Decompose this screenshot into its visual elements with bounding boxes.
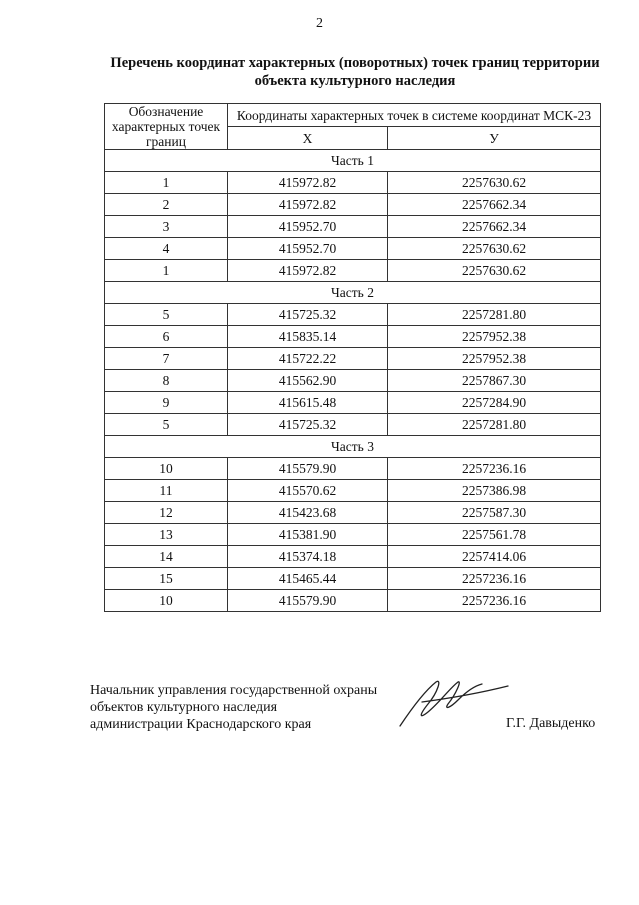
coordinate-y: 2257386.98 bbox=[388, 480, 601, 502]
table-row bbox=[105, 546, 601, 568]
coordinate-x: 415972.82 bbox=[228, 194, 388, 216]
coordinate-x: 415952.70 bbox=[228, 216, 388, 238]
title-line-1: Перечень координат характерных (поворотных) точек границ территории bbox=[110, 55, 600, 71]
point-number: 13 bbox=[105, 524, 228, 546]
coordinate-y: 2257587.30 bbox=[388, 502, 601, 524]
position-line-1: Начальник управления государственной охраны bbox=[90, 683, 378, 698]
table-row bbox=[105, 524, 601, 546]
table-row bbox=[105, 216, 601, 238]
point-number: 14 bbox=[105, 546, 228, 568]
coordinate-x: 415374.18 bbox=[228, 546, 388, 568]
coordinate-x: 415952.70 bbox=[228, 238, 388, 260]
coordinate-y: 2257236.16 bbox=[388, 458, 601, 480]
coordinate-x: 415570.62 bbox=[228, 480, 388, 502]
part-header-row bbox=[105, 282, 601, 304]
position-line-3: администрации Краснодарского края bbox=[90, 717, 312, 732]
point-number: 5 bbox=[105, 304, 228, 326]
coordinate-y: 2257236.16 bbox=[388, 568, 601, 590]
coordinate-x: 415579.90 bbox=[228, 590, 388, 612]
point-number: 10 bbox=[105, 590, 228, 612]
coordinate-y: 2257630.62 bbox=[388, 260, 601, 282]
header-x: Х bbox=[228, 127, 388, 150]
point-number: 11 bbox=[105, 480, 228, 502]
coordinate-x: 415381.90 bbox=[228, 524, 388, 546]
coordinate-y: 2257867.30 bbox=[388, 370, 601, 392]
coordinate-x: 415465.44 bbox=[228, 568, 388, 590]
coordinate-x: 415725.32 bbox=[228, 304, 388, 326]
table-row bbox=[105, 194, 601, 216]
coordinate-x: 415423.68 bbox=[228, 502, 388, 524]
coordinate-y: 2257561.78 bbox=[388, 524, 601, 546]
position-line-2: объектов культурного наследия bbox=[90, 700, 278, 715]
coordinate-y: 2257630.62 bbox=[388, 238, 601, 260]
point-number: 2 bbox=[105, 194, 228, 216]
point-number: 6 bbox=[105, 326, 228, 348]
part-label: Часть 2 bbox=[105, 282, 601, 304]
title-line-2: объекта культурного наследия bbox=[254, 73, 456, 89]
table-body bbox=[105, 150, 601, 612]
table-row bbox=[105, 304, 601, 326]
table-row bbox=[105, 348, 601, 370]
coordinate-y: 2257284.90 bbox=[388, 392, 601, 414]
coordinate-x: 415835.14 bbox=[228, 326, 388, 348]
point-number: 8 bbox=[105, 370, 228, 392]
part-label: Часть 1 bbox=[105, 150, 601, 172]
coordinate-y: 2257630.62 bbox=[388, 172, 601, 194]
coordinate-y: 2257662.34 bbox=[388, 216, 601, 238]
table-row bbox=[105, 480, 601, 502]
table-row bbox=[105, 238, 601, 260]
table-row bbox=[105, 370, 601, 392]
point-number: 7 bbox=[105, 348, 228, 370]
header-coordinate-system: Координаты характерных точек в системе координат МСК-23 bbox=[228, 104, 601, 127]
handwritten-signature bbox=[392, 668, 512, 738]
point-number: 12 bbox=[105, 502, 228, 524]
part-header-row bbox=[105, 150, 601, 172]
point-number: 15 bbox=[105, 568, 228, 590]
point-number: 4 bbox=[105, 238, 228, 260]
signatory-position bbox=[90, 682, 377, 733]
table-row bbox=[105, 260, 601, 282]
coordinate-y: 2257952.38 bbox=[388, 326, 601, 348]
point-number: 1 bbox=[105, 172, 228, 194]
coordinate-y: 2257281.80 bbox=[388, 414, 601, 436]
table-row bbox=[105, 414, 601, 436]
coordinate-x: 415725.32 bbox=[228, 414, 388, 436]
coordinate-x: 415722.22 bbox=[228, 348, 388, 370]
coordinate-x: 415562.90 bbox=[228, 370, 388, 392]
part-header-row bbox=[105, 436, 601, 458]
header-y: У bbox=[388, 127, 601, 150]
point-number: 3 bbox=[105, 216, 228, 238]
table-row bbox=[105, 502, 601, 524]
coordinate-y: 2257414.06 bbox=[388, 546, 601, 568]
coordinate-y: 2257281.80 bbox=[388, 304, 601, 326]
coordinate-x: 415972.82 bbox=[228, 172, 388, 194]
signatory-name: Г.Г. Давыденко bbox=[506, 716, 596, 731]
page-number: 2 bbox=[316, 16, 323, 31]
point-number: 1 bbox=[105, 260, 228, 282]
header-designation: Обозначение характерных точек границ bbox=[105, 104, 228, 150]
point-number: 10 bbox=[105, 458, 228, 480]
table-row bbox=[105, 590, 601, 612]
coordinate-x: 415579.90 bbox=[228, 458, 388, 480]
coordinate-y: 2257236.16 bbox=[388, 590, 601, 612]
part-label: Часть 3 bbox=[105, 436, 601, 458]
coordinates-table bbox=[104, 103, 601, 612]
document-title bbox=[90, 54, 620, 90]
table-row bbox=[105, 458, 601, 480]
coordinate-x: 415615.48 bbox=[228, 392, 388, 414]
table-row bbox=[105, 172, 601, 194]
coordinate-x: 415972.82 bbox=[228, 260, 388, 282]
point-number: 9 bbox=[105, 392, 228, 414]
coordinate-y: 2257952.38 bbox=[388, 348, 601, 370]
table-row bbox=[105, 392, 601, 414]
coordinate-y: 2257662.34 bbox=[388, 194, 601, 216]
table-row bbox=[105, 326, 601, 348]
table-row bbox=[105, 568, 601, 590]
point-number: 5 bbox=[105, 414, 228, 436]
